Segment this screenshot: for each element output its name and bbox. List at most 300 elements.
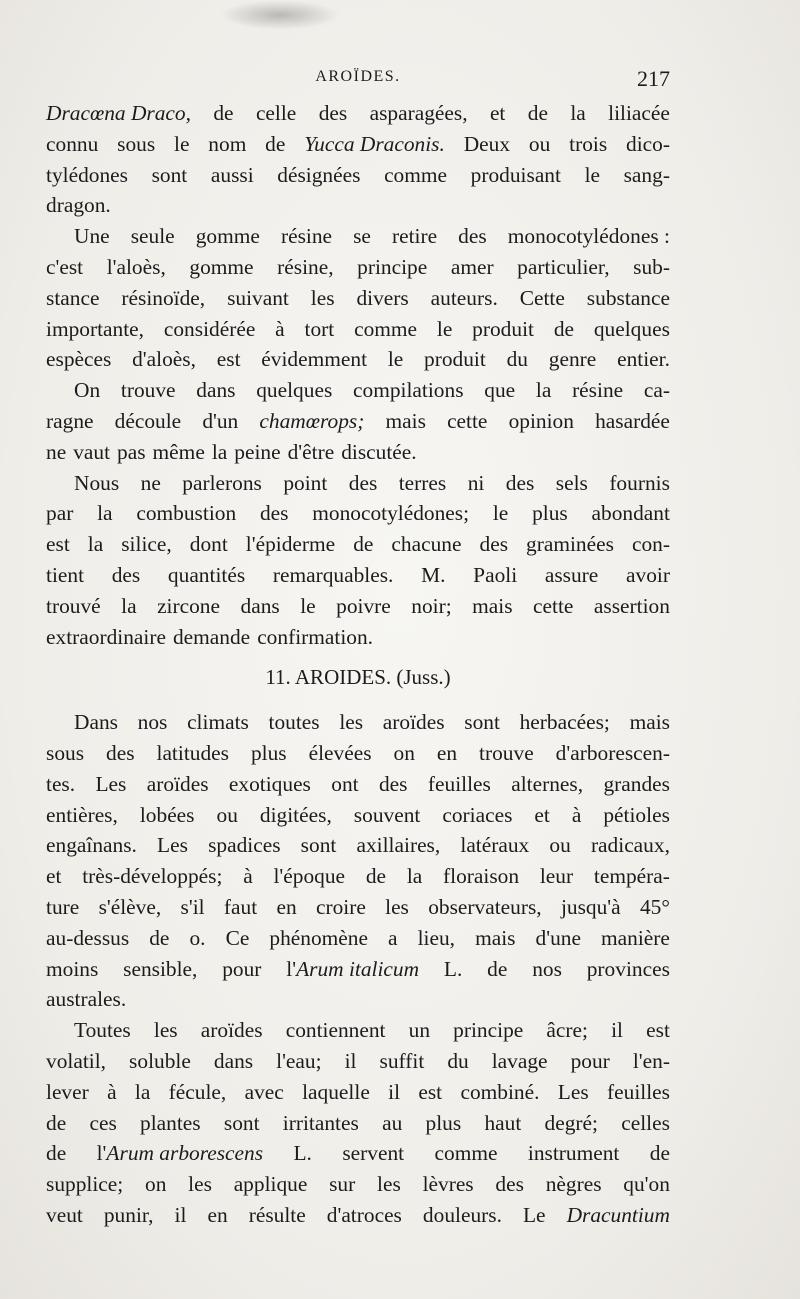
word: phénomène	[269, 925, 368, 950]
word: suffit	[379, 1048, 425, 1073]
text-line	[46, 406, 670, 437]
word: dans	[213, 1048, 254, 1073]
word: d'arborescen-	[555, 740, 670, 765]
word: climats	[187, 710, 249, 735]
word: en	[276, 894, 297, 919]
word: substance	[586, 285, 670, 310]
word	[97, 1138, 263, 1169]
word: particulier,	[517, 254, 610, 279]
word: laquelle	[302, 1079, 370, 1104]
word: du	[506, 347, 528, 372]
text-line	[46, 1046, 670, 1077]
text-line	[46, 375, 670, 406]
word: celles	[621, 1110, 670, 1135]
word: il	[611, 1018, 623, 1043]
word: Yucca Draconis.	[304, 131, 445, 156]
word: espèces	[46, 347, 112, 372]
word: des	[111, 562, 141, 587]
word: seule	[130, 224, 175, 249]
word: désignées	[277, 162, 361, 187]
word: fournis	[609, 470, 670, 495]
word: amer	[450, 254, 494, 279]
text-line	[46, 1169, 670, 1200]
word: avec	[244, 1079, 284, 1104]
text-line	[46, 529, 670, 560]
word: tylédones	[46, 162, 128, 187]
word: dico-	[626, 131, 670, 156]
word: Les	[95, 771, 127, 796]
text-line	[46, 252, 670, 283]
word: lieu,	[417, 925, 456, 950]
word: vaut	[73, 439, 111, 464]
text-line	[46, 283, 670, 314]
word: à	[275, 316, 285, 341]
word: combustion	[136, 501, 237, 526]
word: instrument	[527, 1141, 620, 1166]
text-line	[46, 1200, 670, 1231]
word: assure	[544, 562, 599, 587]
word: discutée.	[341, 439, 417, 464]
word: d'un	[202, 408, 239, 433]
text-line	[46, 344, 670, 375]
word: plus	[532, 501, 568, 526]
word: résulte	[248, 1202, 306, 1227]
word: considérée	[163, 316, 256, 341]
word: évidemment	[261, 347, 368, 372]
text-block-2	[46, 707, 670, 1231]
word: s'il	[180, 894, 205, 919]
word: de	[46, 1110, 67, 1135]
word: pétioles	[603, 802, 670, 827]
word: ni	[467, 470, 485, 495]
word: dans	[196, 378, 236, 403]
word: la	[406, 864, 423, 889]
word: a	[388, 925, 398, 950]
word: 45°	[639, 894, 670, 919]
word: on	[145, 1172, 167, 1197]
word: sous	[46, 740, 85, 765]
word: assertion	[593, 593, 670, 618]
word: plantes	[140, 1110, 201, 1135]
word: nos	[532, 956, 562, 981]
word: ces	[89, 1110, 117, 1135]
word: et	[46, 864, 62, 889]
word: plus	[425, 1110, 462, 1135]
word: engaînans.	[46, 833, 137, 858]
word: Cette	[519, 285, 565, 310]
word: au	[382, 1110, 403, 1135]
word: les	[188, 1172, 212, 1197]
word: sensible,	[123, 956, 198, 981]
word: contiennent	[285, 1018, 386, 1043]
word: point	[283, 470, 328, 495]
word: sang-	[623, 162, 670, 187]
word: Toutes	[74, 1018, 131, 1043]
word: avoir	[626, 562, 670, 587]
word: la	[121, 593, 137, 618]
text-line	[46, 954, 670, 985]
word: des	[106, 740, 135, 765]
word: le	[300, 593, 316, 618]
word: est	[418, 1079, 443, 1104]
word: Dracuntium	[566, 1202, 670, 1227]
word: ragne	[46, 408, 94, 433]
word: la	[570, 101, 586, 125]
word: latitudes	[156, 740, 229, 765]
word: nos	[137, 710, 168, 735]
word: Nous	[74, 470, 120, 495]
word: faut	[223, 894, 258, 919]
word: sont	[464, 710, 500, 735]
word: Les	[157, 833, 188, 858]
word: con-	[631, 532, 670, 557]
word: sels	[555, 470, 588, 495]
word: trouve	[120, 378, 176, 403]
word: à	[243, 864, 253, 889]
word: latéraux	[460, 833, 530, 858]
word: pour	[570, 1048, 610, 1073]
text-line	[46, 984, 670, 1015]
word: lèvres	[422, 1172, 474, 1197]
text-line	[46, 769, 670, 800]
word: en	[207, 1202, 228, 1227]
word: confirmation.	[257, 624, 374, 649]
word: les	[385, 894, 409, 919]
word: des	[495, 1172, 524, 1197]
word: se	[353, 224, 371, 249]
word: sont	[151, 162, 188, 187]
word: de	[353, 532, 374, 557]
word: de	[365, 864, 387, 889]
word: qu'on	[623, 1172, 670, 1197]
page-number: 217	[637, 66, 670, 91]
word: stance	[46, 285, 100, 310]
word: c'est	[46, 254, 84, 279]
word: résine,	[277, 254, 334, 279]
word: entières,	[46, 802, 118, 827]
word: tient	[46, 562, 85, 587]
word-prefix: l'	[96, 1141, 107, 1166]
word: extraordinaire	[46, 624, 166, 649]
word: applique	[233, 1172, 308, 1197]
word: le	[174, 131, 190, 156]
word: ne	[46, 439, 67, 464]
running-head: AROÏDES.	[315, 68, 401, 85]
word: quelques	[593, 316, 670, 341]
text-line	[46, 1108, 670, 1139]
text-line	[46, 707, 670, 738]
word: servent	[342, 1141, 405, 1166]
word: à	[107, 1079, 117, 1104]
text-line	[46, 800, 670, 831]
word: résinoïde,	[121, 285, 206, 310]
text-line	[46, 468, 670, 499]
word: il	[174, 1202, 187, 1227]
word	[286, 954, 419, 985]
word: o.	[189, 925, 206, 950]
italic-term: Arum arborescens	[106, 1141, 264, 1166]
word: moins	[46, 956, 99, 981]
text-line	[46, 1077, 670, 1108]
word: est	[46, 532, 70, 557]
word: lever	[46, 1079, 89, 1104]
word: lavage	[491, 1048, 548, 1073]
word: ou	[216, 802, 238, 827]
word: de	[265, 131, 286, 156]
text-line	[46, 830, 670, 861]
word: élevées	[308, 740, 372, 765]
word: poivre	[336, 593, 391, 618]
word: d'être	[287, 439, 335, 464]
word: M.	[421, 562, 446, 587]
word: coriaces	[442, 802, 513, 827]
word: ne	[140, 470, 161, 495]
word: monocotylédones;	[312, 501, 470, 526]
word: découle	[114, 408, 182, 433]
word: Le	[522, 1202, 546, 1227]
word: résine	[280, 224, 333, 249]
word: de	[527, 101, 548, 125]
word: l'en-	[632, 1048, 670, 1073]
word: sub-	[633, 254, 670, 279]
word: comme	[384, 162, 448, 187]
text-line	[46, 221, 670, 252]
word: trouve	[479, 740, 534, 765]
word: produit	[424, 347, 486, 372]
word: le	[584, 162, 600, 187]
word: souvent	[353, 802, 421, 827]
word: Deux	[463, 131, 511, 156]
italic-term: Arum italicum	[296, 956, 420, 981]
word: il	[344, 1048, 357, 1073]
word: plus	[250, 740, 287, 765]
word: nom	[208, 131, 247, 156]
word: celle	[255, 101, 297, 125]
word: cette	[447, 408, 488, 433]
word: sont	[300, 833, 337, 858]
word: Une	[74, 224, 110, 249]
word: produisant	[470, 162, 561, 187]
word: spadices	[208, 833, 281, 858]
word: est	[646, 1018, 670, 1043]
word: feuilles	[607, 1079, 670, 1104]
word: Ce	[225, 925, 250, 950]
word: leur	[539, 864, 574, 889]
word-prefix: l'	[286, 956, 297, 981]
text-block-1	[46, 98, 670, 652]
word: d'une	[535, 925, 581, 950]
word: d'aloès,	[132, 347, 196, 372]
word: fécule,	[168, 1079, 227, 1104]
word: on	[393, 740, 415, 765]
word: grandes	[603, 771, 670, 796]
word: des	[259, 501, 289, 526]
word: Les	[557, 1079, 589, 1104]
word: genre	[548, 347, 597, 372]
word: veut	[46, 1202, 83, 1227]
word: degré;	[544, 1110, 598, 1135]
word: mais	[475, 925, 516, 950]
text-line	[46, 129, 670, 160]
word: tempéra-	[593, 864, 670, 889]
word: tort	[304, 316, 335, 341]
word: l'eau;	[276, 1048, 322, 1073]
text-line	[46, 591, 670, 622]
word: des	[348, 470, 378, 495]
section-heading: 11. AROIDES. (Juss.)	[265, 665, 451, 690]
word: dont	[189, 532, 228, 557]
word: de	[649, 1141, 670, 1166]
word: noir;	[411, 593, 452, 618]
text-line	[46, 98, 670, 129]
word: trois	[569, 131, 608, 156]
word: volatil,	[46, 1048, 107, 1073]
word: peine	[234, 439, 281, 464]
word: le	[492, 501, 509, 526]
word: floraison	[443, 864, 520, 889]
word: Paoli	[473, 562, 518, 587]
text-line	[46, 923, 670, 954]
word: ca-	[643, 378, 670, 403]
word: trouvé	[46, 593, 101, 618]
word: les	[153, 1018, 178, 1043]
word: de	[553, 316, 575, 341]
word: produit	[472, 316, 534, 341]
word: l'épiderme	[245, 532, 336, 557]
word: aroïdes	[200, 1018, 263, 1043]
word: gomme	[195, 224, 260, 249]
word: la	[97, 501, 113, 526]
word: provinces	[586, 956, 670, 981]
word: les	[310, 285, 335, 310]
word: aroïdes	[382, 710, 445, 735]
word: alternes,	[511, 771, 584, 796]
word: par	[46, 501, 74, 526]
word: il	[388, 1079, 401, 1104]
word: la	[134, 1079, 151, 1104]
page-header	[46, 66, 670, 96]
word: de	[487, 956, 508, 981]
word: lobées	[139, 802, 195, 827]
word: ont	[331, 771, 359, 796]
word: la	[87, 532, 104, 557]
text-line	[46, 622, 670, 653]
word: un	[408, 1018, 431, 1043]
word: même	[152, 439, 205, 464]
word: suivant	[227, 285, 289, 310]
page-body	[46, 98, 670, 1231]
word: de	[213, 101, 234, 125]
word: axillaires,	[356, 833, 441, 858]
word: la	[211, 439, 228, 464]
word: en	[436, 740, 458, 765]
word: au-dessus	[46, 925, 130, 950]
word: monocotylédones :	[507, 224, 670, 249]
word: chamœrops;	[259, 408, 365, 433]
word: digitées,	[259, 802, 332, 827]
word: retire	[391, 224, 438, 249]
word: s'élève,	[98, 894, 162, 919]
word: très-développés;	[82, 864, 223, 889]
word: observateurs,	[428, 894, 542, 919]
word: de	[46, 1141, 67, 1166]
word: ou	[528, 131, 551, 156]
word: chacune	[391, 532, 462, 557]
word: des	[318, 101, 348, 125]
word: silice,	[121, 532, 172, 557]
word: comme	[434, 1141, 498, 1166]
word: Dans	[74, 710, 118, 735]
word: douleurs.	[422, 1202, 502, 1227]
word: résine	[572, 378, 624, 403]
word: nègres	[545, 1172, 602, 1197]
text-line	[46, 560, 670, 591]
word: gomme	[189, 254, 254, 279]
word: asparagées,	[369, 101, 468, 125]
word: exotiques	[228, 771, 311, 796]
word: toutes	[268, 710, 320, 735]
word: est	[216, 347, 241, 372]
text-line	[46, 892, 670, 923]
word: principe	[453, 1018, 524, 1043]
word: à	[571, 802, 582, 827]
word: ou	[549, 833, 571, 858]
word: punir,	[103, 1202, 154, 1227]
text-line	[46, 1138, 670, 1169]
word: le	[387, 347, 404, 372]
word: importante,	[46, 316, 145, 341]
word: haut	[484, 1110, 522, 1135]
word: demande	[172, 624, 251, 649]
word: hasardée	[595, 408, 670, 433]
word: sont	[223, 1110, 260, 1135]
word: d'atroces	[326, 1202, 402, 1227]
word: connu	[46, 131, 99, 156]
word: des	[378, 771, 408, 796]
word: la	[535, 378, 552, 403]
word: pour	[222, 956, 262, 981]
word: de	[149, 925, 170, 950]
word: des	[505, 470, 535, 495]
text-line	[46, 314, 670, 345]
text-line	[46, 738, 670, 769]
word: compilations	[353, 378, 464, 403]
word: l'époque	[273, 864, 346, 889]
word: Dracœna Draco,	[46, 101, 191, 125]
word: graminées	[526, 532, 614, 557]
word: croire	[315, 894, 366, 919]
word: pas	[117, 439, 146, 464]
text-line	[46, 861, 670, 892]
word: irritantes	[282, 1110, 359, 1135]
word: herbacées;	[519, 710, 610, 735]
word: On	[74, 378, 101, 403]
word: soluble	[129, 1048, 191, 1073]
word: divers	[356, 285, 409, 310]
word: comme	[354, 316, 418, 341]
word: liliacée	[608, 101, 670, 125]
word: australes.	[46, 987, 127, 1012]
word: et	[489, 101, 506, 125]
word: abondant	[591, 501, 670, 526]
word: le	[436, 316, 453, 341]
word: aussi	[210, 162, 254, 187]
word: L.	[443, 956, 463, 981]
word: quelques	[256, 378, 333, 403]
word: jusqu'à	[560, 894, 621, 919]
word: L.	[293, 1141, 312, 1166]
word: zircone	[157, 593, 221, 618]
